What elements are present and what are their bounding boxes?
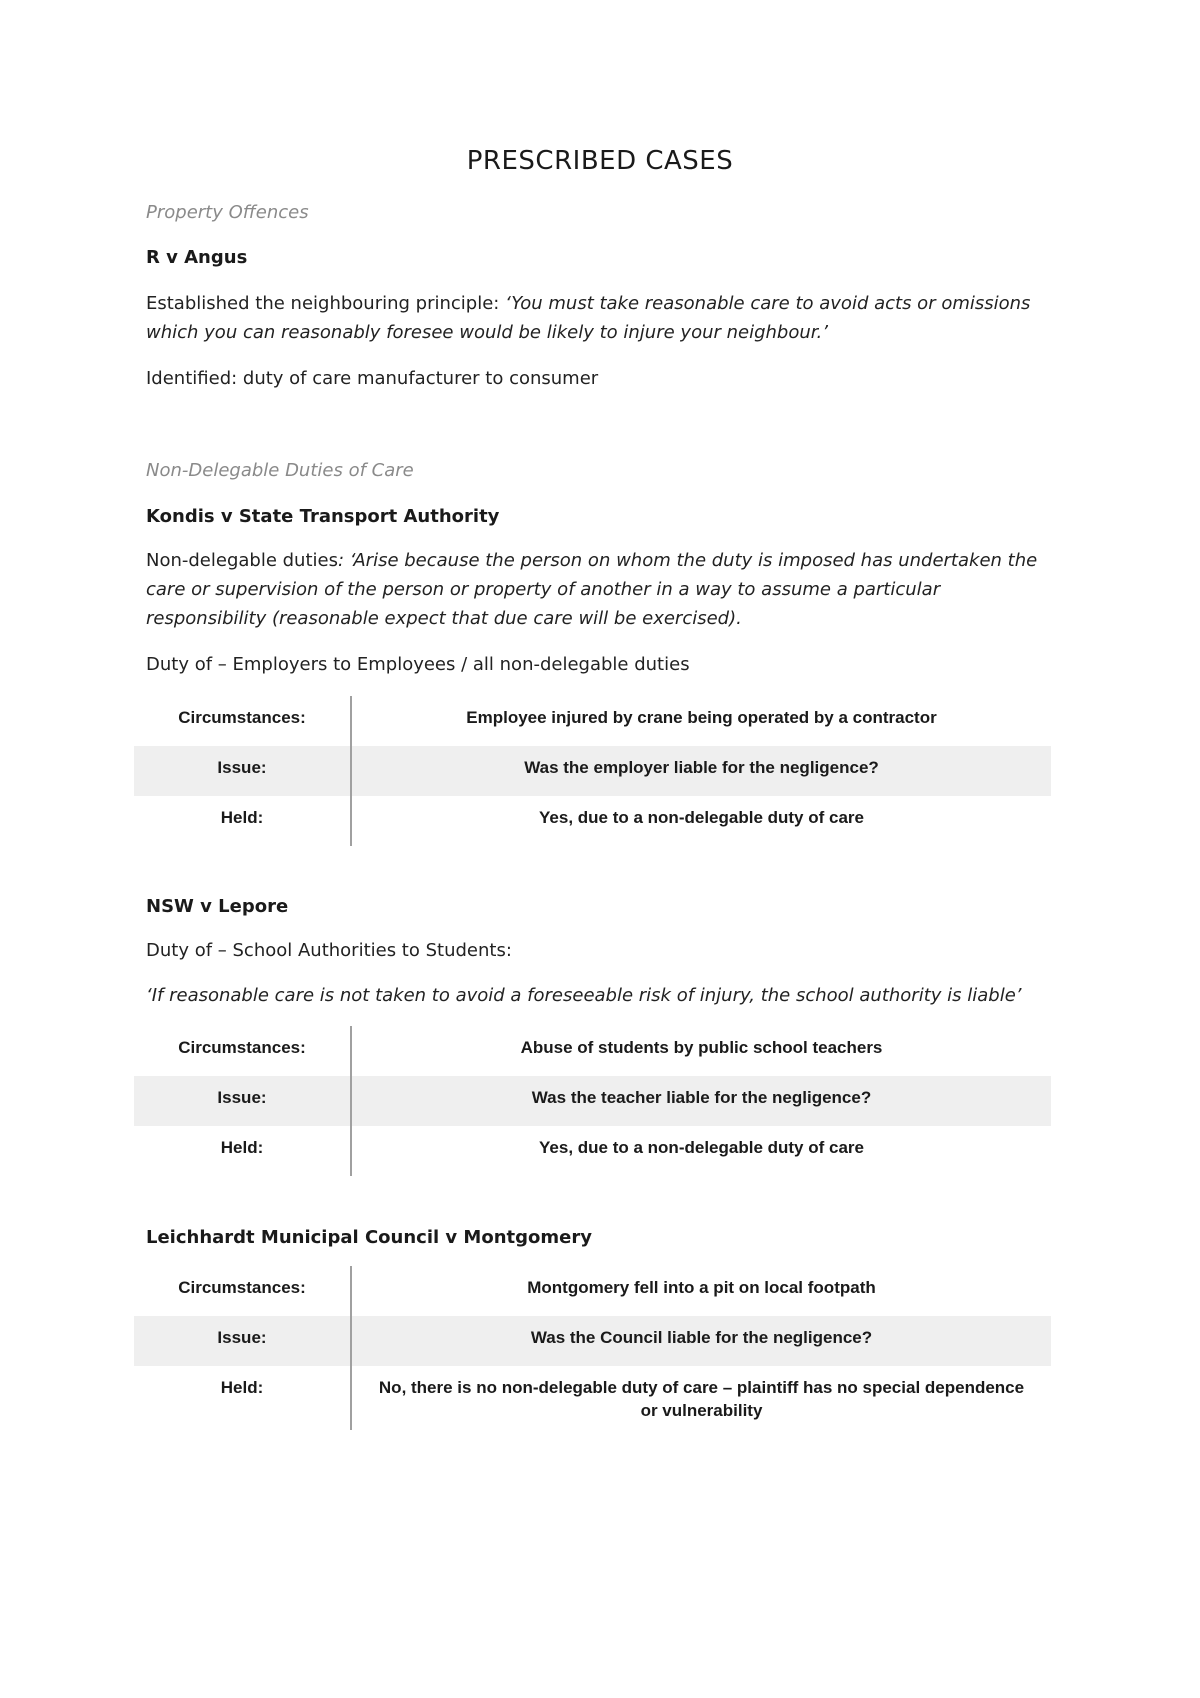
row-label-circumstances: Circumstances: [134, 1266, 351, 1316]
row-value-held: No, there is no non-delegable duty of care – plaintiff has no special dependence or vulnerability [378, 1378, 1025, 1420]
table-row [134, 746, 1051, 796]
table-row [134, 1126, 1051, 1176]
case-duty-kondis: Duty of – Employers to Employees / all non-delegable duties [146, 654, 690, 675]
neighbour-principle-quote: ‘You must take reasonable care to avoid acts or omissions which you can reasonably foresee would be likely to injure your neighbour.’ [146, 293, 1031, 343]
case-quote-lepore [146, 981, 1046, 1010]
row-value-circumstances: Abuse of students by public school teachers [520, 1038, 883, 1057]
case-table-lepore [134, 1026, 1051, 1176]
non-delegable-duties-quote: : ‘Arise because the person on whom the duty is imposed has undertaken the care or supervision of the person or property of another in a way to assume a particular responsibility (reasonable expect that due care will be exercised). [146, 550, 1038, 629]
row-label-issue: Issue: [134, 746, 351, 796]
table-row [134, 1366, 1051, 1430]
case-name-r-v-angus: R v Angus [146, 247, 248, 268]
row-value-issue: Was the employer liable for the negligence? [351, 746, 1051, 796]
row-value-circumstances: Montgomery fell into a pit on local footpath [527, 1278, 876, 1297]
table-row [134, 796, 1051, 846]
row-label-circumstances: Circumstances: [134, 1026, 351, 1076]
non-delegable-duties-intro: Non-delegable duties [146, 550, 338, 571]
row-value-issue: Was the teacher liable for the negligence? [351, 1076, 1051, 1126]
row-value-issue: Was the Council liable for the negligence? [351, 1316, 1051, 1366]
case-name-kondis: Kondis v State Transport Authority [146, 506, 500, 527]
school-authority-quote: ‘If reasonable care is not taken to avoid a foreseeable risk of injury, the school authority is liable’ [146, 985, 1022, 1006]
case-duty-lepore: Duty of – School Authorities to Students: [146, 940, 512, 961]
row-label-held: Held: [134, 796, 351, 846]
case-name-leichhardt: Leichhardt Municipal Council v Montgomery [146, 1227, 592, 1248]
section-heading-property-offences: Property Offences [146, 202, 309, 223]
table-row [134, 696, 1051, 746]
table-row [134, 1026, 1051, 1076]
row-value-held: Yes, due to a non-delegable duty of care [539, 808, 864, 827]
case-table-kondis [134, 696, 1051, 846]
row-label-issue: Issue: [134, 1076, 351, 1126]
table-row [134, 1266, 1051, 1316]
row-label-held: Held: [134, 1126, 351, 1176]
table-row [134, 1316, 1051, 1366]
row-label-circumstances: Circumstances: [134, 696, 351, 746]
case-table-leichhardt [134, 1266, 1051, 1430]
section-heading-non-delegable: Non-Delegable Duties of Care [146, 460, 414, 481]
row-label-issue: Issue: [134, 1316, 351, 1366]
page-title: PRESCRIBED CASES [466, 146, 734, 176]
table-row [134, 1076, 1051, 1126]
row-label-held: Held: [134, 1366, 351, 1430]
row-value-circumstances: Employee injured by crane being operated by a contractor [466, 708, 937, 727]
row-value-held: Yes, due to a non-delegable duty of care [539, 1138, 864, 1157]
case-description-kondis [146, 546, 1046, 633]
case-name-lepore: NSW v Lepore [146, 896, 289, 917]
case-identified-angus: Identified: duty of care manufacturer to consumer [146, 368, 599, 389]
neighbour-principle-intro: Established the neighbouring principle: [146, 293, 506, 314]
case-description-angus [146, 289, 1046, 347]
